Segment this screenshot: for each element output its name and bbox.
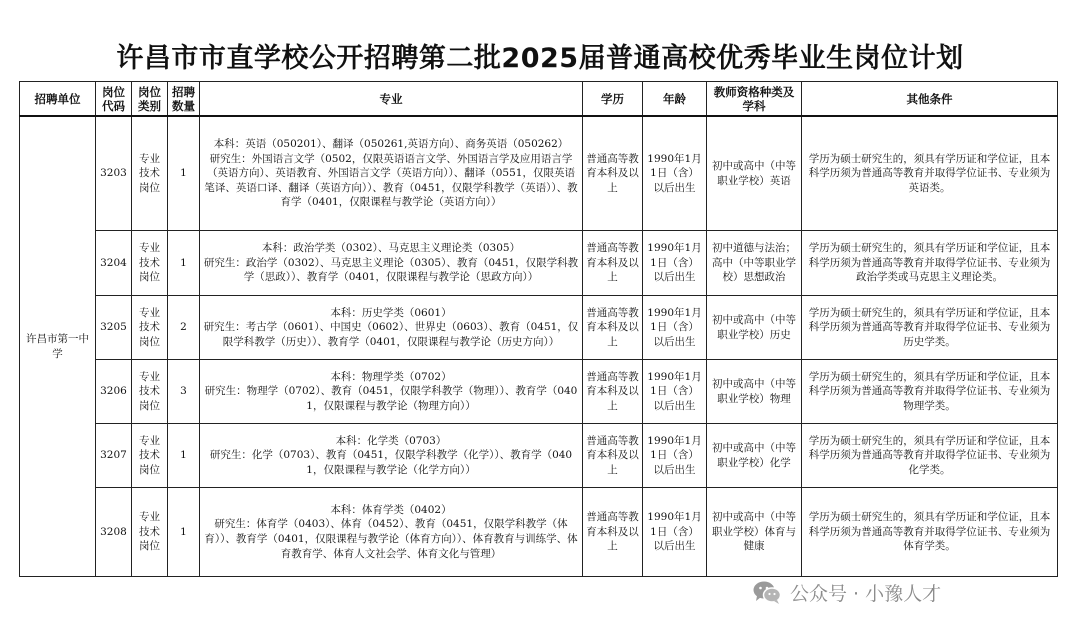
major-graduate-text: 研究生：考古学（0601）、中国史（0602）、世界史（0603）、教育（0451，仅限学科教学（历史））、教育学（0401，仅限课程与教学论（历史方向）） <box>203 321 579 348</box>
education-cell: 普通高等教育本科及以上 <box>583 116 643 231</box>
table-row <box>20 231 1058 296</box>
category-cell: 专业技术岗位 <box>132 296 168 360</box>
other-cell <box>802 116 1058 231</box>
category-cell: 专业技术岗位 <box>132 488 168 577</box>
unit-name-cell: 许昌市第一中学 <box>20 116 96 577</box>
qualification-cell: 初中或高中（中等职业学校）历史 <box>707 296 802 360</box>
header-qualification: 教师资格种类及学科 <box>707 82 802 117</box>
major-cell <box>200 424 583 488</box>
age-cell: 1990年1月1日（含）以后出生 <box>643 296 707 360</box>
qualification-cell: 初中或高中（中等职业学校）物理 <box>707 360 802 424</box>
major-graduate-text: 研究生：外国语言文学（0502，仅限英语语言文学、外国语言学及应用语言学（英语方向）、英语教育、外国语言文学（英语方向））、翻译（0551，仅限英语笔译、英语口译、翻译（英语方向））、教育（0451，仅限学科教学（英语））、教育学（0401，仅限课程与教学论（英语方向）） <box>204 152 578 209</box>
other-cell <box>802 231 1058 296</box>
other-text: 学历为硕士研究生的，须具有学历证和学位证，且本科学历须为普通高等教育并取得学位证书、专业须为化学类。 <box>808 434 1051 476</box>
header-code: 岗位代码 <box>96 82 132 117</box>
major-undergrad-text: 本科：历史学类（0601） <box>330 306 452 319</box>
table-row <box>20 296 1058 360</box>
count-cell: 1 <box>168 488 200 577</box>
other-text: 学历为硕士研究生的，须具有学历证和学位证，且本科学历须为普通高等教育并取得学位证书、专业须为体育学类。 <box>808 511 1051 553</box>
header-education: 学历 <box>583 82 643 117</box>
table-row <box>20 424 1058 488</box>
count-cell: 1 <box>168 116 200 231</box>
other-text: 学历为硕士研究生的，须具有学历证和学位证，且本科学历须为普通高等教育并取得学位证书、专业须为英语类。 <box>808 152 1051 194</box>
header-unit: 招聘单位 <box>20 82 96 117</box>
education-cell: 普通高等教育本科及以上 <box>583 424 643 488</box>
code-cell: 3206 <box>96 360 132 424</box>
major-undergrad-text: 本科：英语（050201）、翻译（050261,英语方向）、商务英语（050262） <box>213 138 569 151</box>
major-graduate-text: 研究生：政治学（0302）、马克思主义理论（0305）、教育（0451，仅限学科教学（思政））、教育学（0401，仅限课程与教学论（思政方向）） <box>203 256 579 284</box>
watermark-text: 公众号 · 小豫人才 <box>790 582 942 605</box>
major-cell <box>200 231 583 296</box>
code-cell: 3203 <box>96 116 132 231</box>
table-row <box>20 360 1058 424</box>
major-graduate-text: 研究生：物理学（0702）、教育（0451，仅限学科教学（物理））、教育学（0401，仅限课程与教学论（物理方向）） <box>204 385 578 412</box>
qualification-cell: 初中道德与法治；高中（中等职业学校）思想政治 <box>707 231 802 296</box>
qualification-cell: 初中或高中（中等职业学校）英语 <box>707 116 802 231</box>
category-cell: 专业技术岗位 <box>132 231 168 296</box>
count-cell: 2 <box>168 296 200 360</box>
code-cell: 3205 <box>96 296 132 360</box>
table-row <box>20 488 1058 577</box>
major-cell <box>200 488 583 577</box>
table-header-row <box>20 82 1058 117</box>
header-category: 岗位类别 <box>132 82 168 117</box>
header-other: 其他条件 <box>802 82 1058 117</box>
category-cell: 专业技术岗位 <box>132 116 168 231</box>
major-undergrad-text: 本科：化学类（0703） <box>335 434 447 447</box>
header-count: 招聘数量 <box>168 82 200 117</box>
other-text: 学历为硕士研究生的，须具有学历证和学位证，且本科学历须为普通高等教育并取得学位证书、专业须为历史学类。 <box>808 306 1051 348</box>
header-major: 专业 <box>200 82 583 117</box>
age-cell: 1990年1月1日（含）以后出生 <box>643 360 707 424</box>
major-cell <box>200 296 583 360</box>
header-age: 年龄 <box>643 82 707 117</box>
qualification-cell: 初中或高中（中等职业学校）化学 <box>707 424 802 488</box>
code-cell: 3208 <box>96 488 132 577</box>
age-cell: 1990年1月1日（含）以后出生 <box>643 424 707 488</box>
education-cell: 普通高等教育本科及以上 <box>583 231 643 296</box>
major-graduate-text: 研究生：化学（0703）、教育（0451，仅限学科教学（化学））、教育学（0401，仅限课程与教学论（化学方向）） <box>209 449 573 476</box>
major-cell <box>200 116 583 231</box>
other-text: 学历为硕士研究生的，须具有学历证和学位证，且本科学历须为普通高等教育并取得学位证书、专业须为物理学类。 <box>808 370 1051 412</box>
qualification-cell: 初中或高中（中等职业学校）体育与健康 <box>707 488 802 577</box>
education-cell: 普通高等教育本科及以上 <box>583 360 643 424</box>
category-cell: 专业技术岗位 <box>132 424 168 488</box>
code-cell: 3207 <box>96 424 132 488</box>
recruitment-table <box>19 81 1058 577</box>
age-cell: 1990年1月1日（含）以后出生 <box>643 231 707 296</box>
age-cell: 1990年1月1日（含）以后出生 <box>643 116 707 231</box>
other-cell <box>802 488 1058 577</box>
major-cell <box>200 360 583 424</box>
watermark <box>752 579 941 605</box>
education-cell: 普通高等教育本科及以上 <box>583 488 643 577</box>
major-undergrad-text: 本科：政治学类（0302）、马克思主义理论类（0305） <box>261 242 521 255</box>
other-cell <box>802 296 1058 360</box>
other-cell <box>802 360 1058 424</box>
major-graduate-text: 研究生：体育学（0403）、体育（0452）、教育（0451，仅限学科教学（体育））、教育学（0401，仅限课程与教学论（体育方向））、体育教育与训练学、体育教育学、体育人文社会学、体育文化与管理） <box>204 518 578 560</box>
count-cell: 1 <box>168 231 200 296</box>
other-cell <box>802 424 1058 488</box>
other-text: 学历为硕士研究生的，须具有学历证和学位证，且本科学历须为普通高等教育并取得学位证书、专业须为政治学类或马克思主义理论类。 <box>808 242 1051 284</box>
code-cell: 3204 <box>96 231 132 296</box>
category-cell: 专业技术岗位 <box>132 360 168 424</box>
count-cell: 1 <box>168 424 200 488</box>
age-cell: 1990年1月1日（含）以后出生 <box>643 488 707 577</box>
major-undergrad-text: 本科：物理学类（0702） <box>330 370 452 383</box>
page-title: 许昌市市直学校公开招聘第二批2025届普通高校优秀毕业生岗位计划 <box>116 43 964 74</box>
education-cell: 普通高等教育本科及以上 <box>583 296 643 360</box>
count-cell: 3 <box>168 360 200 424</box>
table-row <box>20 116 1058 231</box>
major-undergrad-text: 本科：体育学类（0402） <box>330 503 452 516</box>
wechat-icon <box>752 579 782 605</box>
